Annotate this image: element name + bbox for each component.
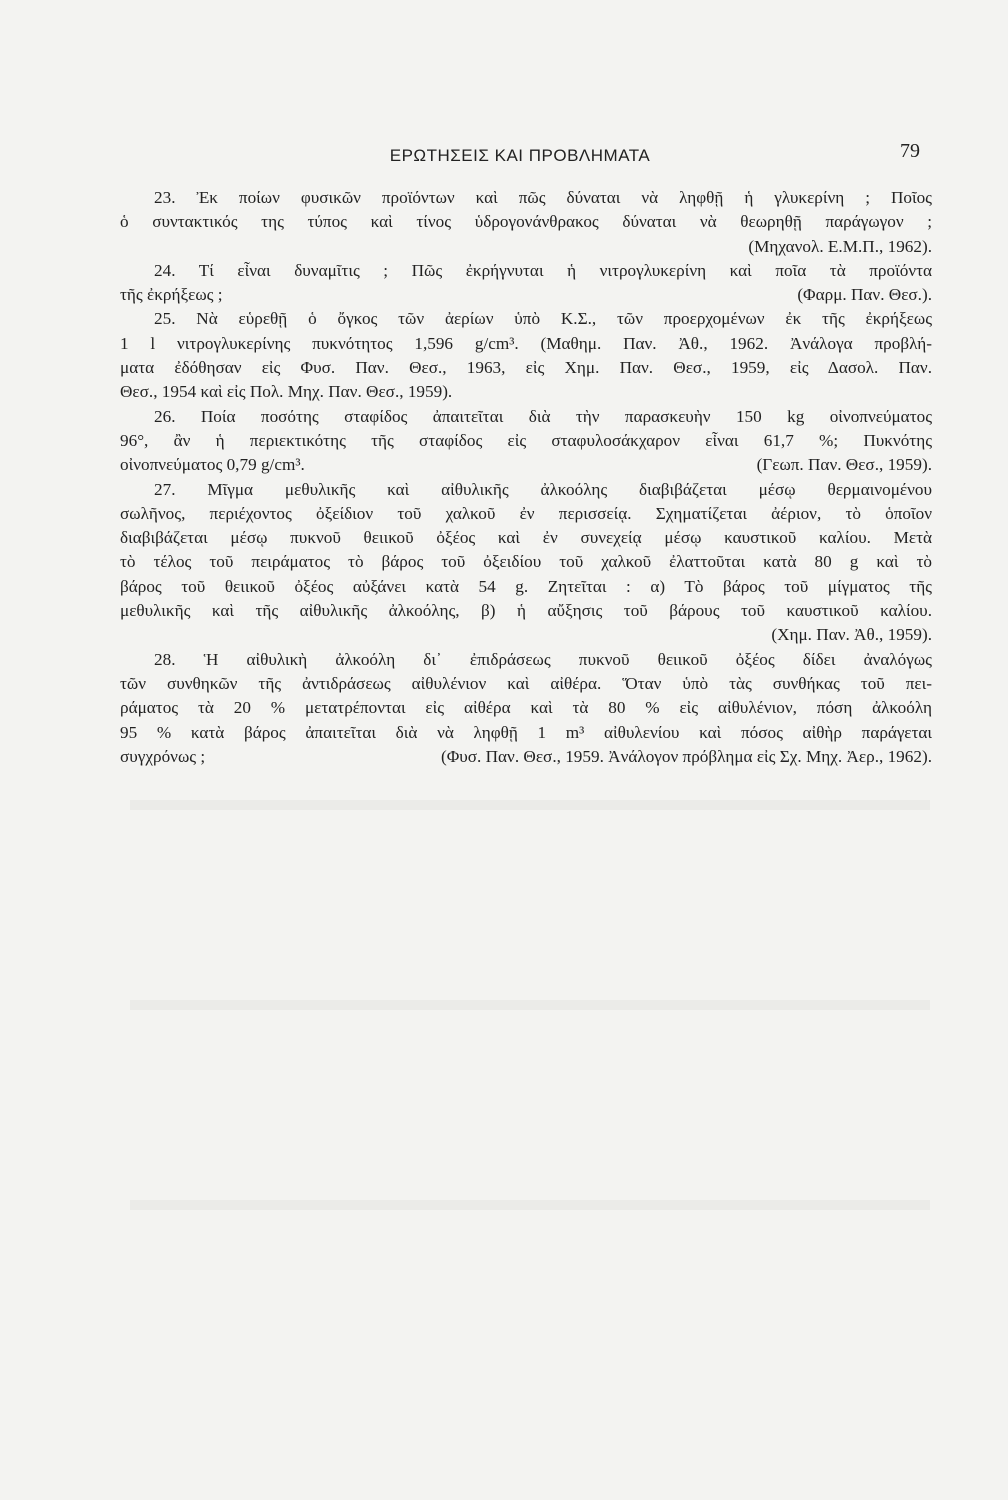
problem-24 (120, 259, 932, 308)
problem-source: (Χημ. Παν. Ἀθ., 1959). (771, 625, 932, 645)
problem-28 (120, 648, 932, 769)
problem-line-with-source (120, 453, 932, 477)
problem-23 (120, 186, 932, 259)
problem-27 (120, 478, 932, 648)
problem-line: ματα ἐδόθησαν εἰς Φυσ. Παν. Θεσ., 1963, εἰς Χημ. Παν. Θεσ., 1959, εἰς Δασολ. Παν. (120, 358, 932, 378)
show-through-shading (130, 1000, 930, 1010)
problem-line: τῆς ἐκρήξεως ; (120, 285, 223, 305)
problem-line: μεθυλικῆς καὶ τῆς αἰθυλικῆς ἀλκοόλης, β) ἡ αὔξησις τοῦ βάρους τοῦ καυστικοῦ καλίου. (120, 601, 932, 621)
problem-source: (Μηχανολ. Ε.Μ.Π., 1962). (748, 236, 932, 256)
problem-line: 28. Ἡ αἰθυλικὴ ἀλκοόλη δι᾿ ἐπιδράσεως πυκνοῦ θειικοῦ ὀξέος δίδει ἀναλόγως (154, 649, 932, 669)
problem-line: οἰνοπνεύματος 0,79 g/cm³. (120, 455, 305, 475)
problem-26 (120, 405, 932, 478)
problem-line: τὸ τέλος τοῦ πειράματος τὸ βάρος τοῦ ὀξειδίου τοῦ χαλκοῦ ἐλαττοῦται κατὰ 80 g καὶ τὸ (120, 552, 932, 572)
problem-line: Θεσ., 1954 καὶ εἰς Πολ. Μηχ. Παν. Θεσ., 1959). (120, 382, 453, 402)
problem-line: 23. Ἐκ ποίων φυσικῶν προϊόντων καὶ πῶς δύναται νὰ ληφθῇ ἡ γλυκερίνη ; Ποῖος (154, 188, 932, 207)
show-through-shading (130, 800, 930, 810)
problem-source: (Γεωπ. Παν. Θεσ., 1959). (756, 455, 932, 475)
problem-line-with-source (120, 745, 932, 769)
running-head: ΕΡΩΤΗΣΕΙΣ ΚΑΙ ΠΡΟΒΛΗΜΑΤΑ (389, 146, 651, 165)
problem-line: σωλῆνος, περιέχοντος ὀξείδιον τοῦ χαλκοῦ ἐν περισσείᾳ. Σχηματίζεται ἀέριον, τὸ ὁποῖον (120, 503, 932, 523)
problem-source: (Φαρμ. Παν. Θεσ.). (797, 285, 932, 305)
problem-line: 27. Μῖγμα μεθυλικῆς καὶ αἰθυλικῆς ἀλκοόλης διαβιβάζεται μέσῳ θερμαινομένου (154, 479, 932, 499)
problem-line: συγχρόνως ; (120, 746, 206, 766)
problem-line: ὁ συντακτικός της τύπος καὶ τίνος ὑδρογονάνθρακος δύναται νὰ θεωρηθῇ παράγωγον ; (120, 212, 932, 232)
page-header (120, 140, 920, 170)
problem-line: ράματος τὰ 20 % μετατρέπονται εἰς αἰθέρα καὶ τὰ 80 % εἰς αἰθυλένιον, πόση ἀλκοόλη (120, 698, 932, 718)
problem-line: διαβιβάζεται μέσῳ πυκνοῦ θειικοῦ ὀξέος καὶ ἐν συνεχείᾳ μέσῳ καυστικοῦ καλίου. Μετὰ (120, 528, 932, 548)
problem-line: τῶν συνθηκῶν τῆς ἀντιδράσεως αἰθυλένιον καὶ αἰθέρα. Ὅταν ὑπὸ τὰς συνθήκας τοῦ πει- (120, 673, 932, 693)
problem-line: 26. Ποία ποσότης σταφίδος ἀπαιτεῖται διὰ τὴν παρασκευὴν 150 kg οἰνοπνεύματος (154, 406, 932, 426)
problem-line-with-source (120, 283, 932, 307)
problem-line: 25. Νὰ εὑρεθῇ ὁ ὄγκος τῶν ἀερίων ὑπὸ Κ.Σ., τῶν προερχομένων ἐκ τῆς ἐκρήξεως (154, 309, 932, 329)
problem-line: 95 % κατὰ βάρος ἀπαιτεῖται διὰ νὰ ληφθῇ 1 m³ αἰθυλενίου καὶ πόσος αἰθὴρ παράγεται (120, 722, 932, 742)
page-number: 79 (900, 140, 920, 162)
problem-line: 1 l νιτρογλυκερίνης πυκνότητος 1,596 g/cm³. (Μαθημ. Παν. Ἀθ., 1962. Ἀνάλογα προβλή- (120, 333, 932, 353)
problem-line: 96°, ἂν ἡ περιεκτικότης τῆς σταφίδος εἰς σταφυλοσάκχαρον εἶναι 61,7 %; Πυκνότης (120, 430, 932, 450)
problem-line: 24. Τί εἶναι δυναμῖτις ; Πῶς ἐκρήγνυται ἡ νιτρογλυκερίνη καὶ ποῖα τὰ προϊόντα (154, 260, 932, 280)
problem-25 (120, 307, 932, 404)
problem-line: βάρος τοῦ θειικοῦ ὀξέος αὐξάνει κατὰ 54 g. Ζητεῖται : α) Τὸ βάρος τοῦ μίγματος τῆς (120, 576, 932, 596)
problem-source: (Φυσ. Παν. Θεσ., 1959. Ἀνάλογον πρόβλημα εἰς Σχ. Μηχ. Ἀερ., 1962). (440, 746, 932, 766)
show-through-shading (130, 1200, 930, 1210)
problem-list (120, 186, 932, 769)
